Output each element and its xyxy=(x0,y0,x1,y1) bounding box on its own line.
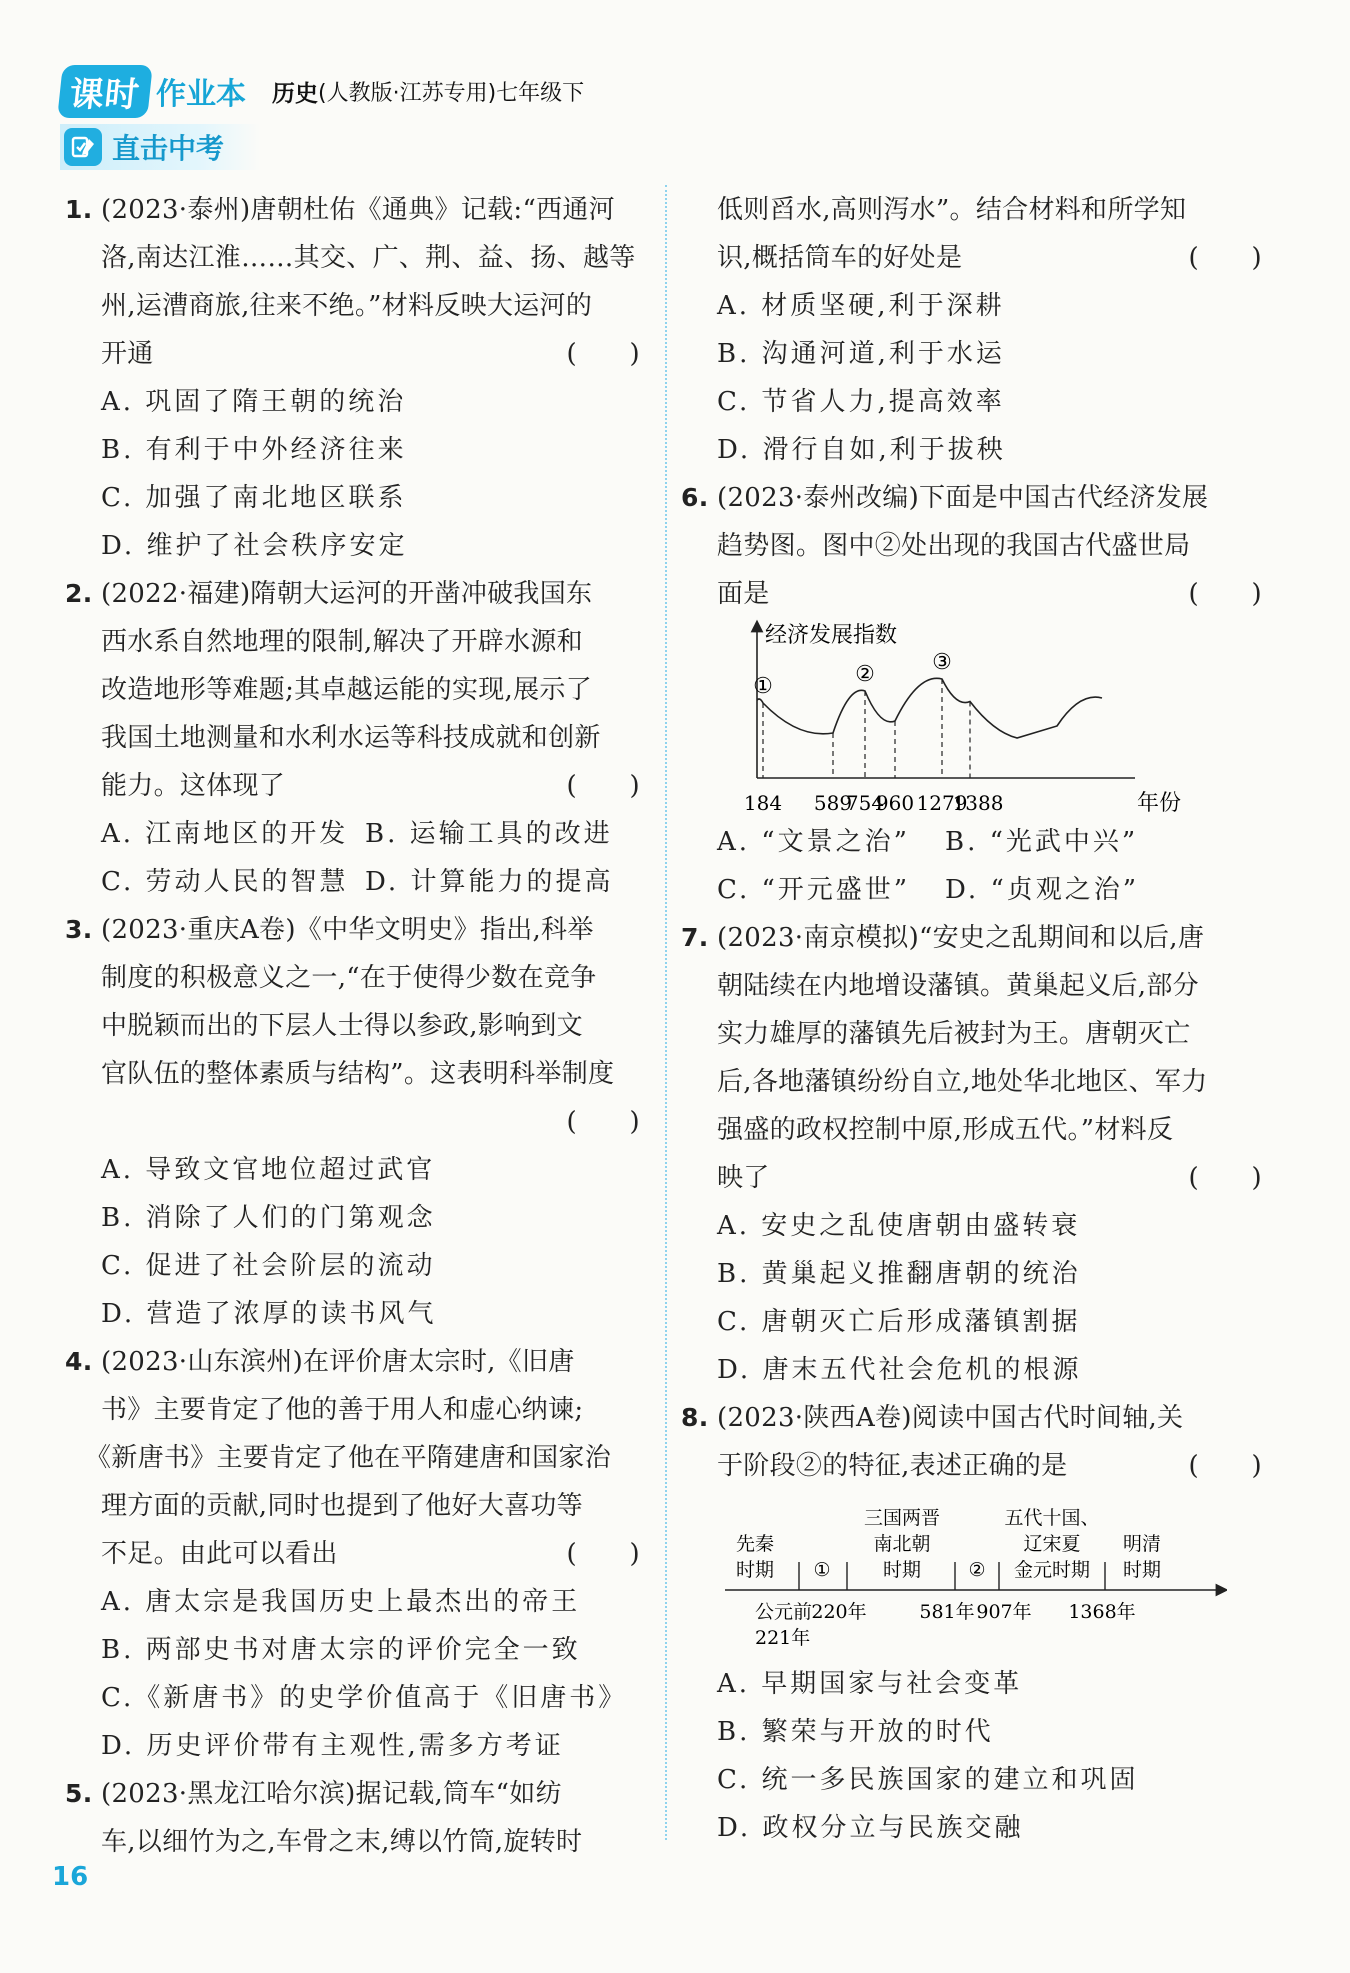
option-a[interactable]: A. 早期国家与社会变革 xyxy=(717,1669,1023,1699)
history-timeline xyxy=(717,1490,1262,1660)
option-c[interactable]: C. 劳动人民的智慧 xyxy=(101,867,349,897)
option-d[interactable]: D. 维护了社会秩序安定 xyxy=(101,531,408,561)
option-c[interactable]: C. “开元盛世” xyxy=(717,875,911,905)
question-text: 趋势图。图中②处出现的我国古代盛世局 xyxy=(717,531,1191,561)
question-text: 不足。由此可以看出 xyxy=(101,1539,338,1569)
timeline-period-label: 辽宋夏 xyxy=(1023,1533,1081,1555)
question-text: 制度的积极意义之一,“在于使得少数在竞争 xyxy=(101,963,597,993)
question-2 xyxy=(65,570,640,906)
question-6 xyxy=(681,474,1262,914)
question-text: 《新唐书》主要肯定了他在平隋建唐和国家治 xyxy=(85,1443,612,1473)
edition-label: (人教版·江苏专用)七年级下 xyxy=(318,80,585,106)
peak-marker: ③ xyxy=(932,650,952,675)
option-d[interactable]: D. “贞观之治” xyxy=(945,875,1140,905)
timeline-date-label: 公元前 xyxy=(755,1601,813,1623)
timeline-period-label: 三国两晋 xyxy=(863,1507,941,1529)
option-d[interactable]: D. 历史评价带有主观性,需多方考证 xyxy=(101,1731,564,1761)
timeline-date-label: 221年 xyxy=(755,1627,811,1649)
x-tick-label: 1388 xyxy=(952,791,1004,815)
peak-marker: ① xyxy=(753,674,773,699)
question-text: 开通 xyxy=(101,339,154,369)
y-axis-label: 经济发展指数 xyxy=(765,623,898,648)
question-text: 改造地形等难题;其卓越运能的实现,展示了 xyxy=(101,675,593,705)
timeline-date-label: 581年 xyxy=(919,1601,975,1623)
answer-blank[interactable]: ( ) xyxy=(1188,1451,1262,1481)
section-banner xyxy=(60,124,260,170)
x-tick-label: 960 xyxy=(875,791,915,815)
question-text: 后,各地藩镇纷纷自立,地处华北地区、军力 xyxy=(717,1067,1208,1097)
question-1 xyxy=(65,186,640,570)
question-text: 我国土地测量和水利水运等科技成就和创新 xyxy=(101,723,601,753)
timeline-period-label: ② xyxy=(968,1559,986,1581)
column-divider xyxy=(665,185,667,1840)
option-c[interactable]: C. 加强了南北地区联系 xyxy=(101,483,407,513)
question-8 xyxy=(681,1394,1262,1852)
question-text: 中脱颖而出的下层人士得以参政,影响到文 xyxy=(101,1011,583,1041)
answer-blank[interactable]: ( ) xyxy=(566,339,640,369)
timeline-date-label: 1368年 xyxy=(1068,1601,1136,1623)
question-number: 6. xyxy=(681,483,709,512)
timeline-period-label: 时期 xyxy=(1122,1559,1162,1581)
question-text: 低则舀水,高则泻水”。结合材料和所学知 xyxy=(717,195,1187,225)
question-text: 面是 xyxy=(717,579,770,609)
question-text: 强盛的政权控制中原,形成五代。”材料反 xyxy=(717,1115,1174,1145)
option-d[interactable]: D. 唐末五代社会危机的根源 xyxy=(717,1355,1082,1385)
question-number: 8. xyxy=(681,1403,709,1432)
timeline-date-label: 220年 xyxy=(811,1601,867,1623)
question-text: 识,概括筒车的好处是 xyxy=(717,243,963,273)
answer-blank[interactable]: ( ) xyxy=(566,771,640,801)
option-c[interactable]: C. 唐朝灭亡后形成藩镇割据 xyxy=(717,1307,1081,1337)
option-a[interactable]: A. 安史之乱使唐朝由盛转衰 xyxy=(717,1211,1081,1241)
timeline-period-label: 时期 xyxy=(735,1559,775,1581)
timeline-period-label: ① xyxy=(813,1559,831,1581)
economy-chart xyxy=(717,618,1262,818)
section-title: 直击中考 xyxy=(112,132,225,165)
question-text: 书》主要肯定了他的善于用人和虚心纳谏; xyxy=(101,1395,584,1425)
question-number: 4. xyxy=(65,1347,93,1376)
x-tick-label: 754 xyxy=(845,791,885,815)
answer-blank[interactable]: ( ) xyxy=(1188,1163,1262,1193)
option-c[interactable]: C. 统一多民族国家的建立和巩固 xyxy=(717,1765,1139,1795)
question-text: 州,运漕商旅,往来不绝。”材料反映大运河的 xyxy=(101,291,593,321)
question-number: 5. xyxy=(65,1779,93,1808)
question-text: (2023·泰州改编)下面是中国古代经济发展 xyxy=(717,483,1209,513)
pen-check-icon xyxy=(64,128,102,166)
option-b[interactable]: B. 运输工具的改进 xyxy=(365,819,613,849)
question-5 xyxy=(65,1770,640,1866)
question-text: (2023·泰州)唐朝杜佑《通典》记载:“西通河 xyxy=(101,195,615,225)
option-d[interactable]: D. 计算能力的提高 xyxy=(365,867,614,897)
question-text: 西水系自然地理的限制,解决了开辟水源和 xyxy=(101,627,583,657)
question-text: 车,以细竹为之,车骨之末,缚以竹筒,旋转时 xyxy=(101,1827,583,1857)
series-line xyxy=(757,678,1102,738)
option-d[interactable]: D. 政权分立与民族交融 xyxy=(717,1813,1024,1843)
timeline-date-label: 907年 xyxy=(976,1601,1032,1623)
timeline-period-label: 五代十国、 xyxy=(1004,1507,1100,1529)
timeline-period-label: 金元时期 xyxy=(1013,1559,1091,1581)
option-c[interactable]: C. 促进了社会阶层的流动 xyxy=(101,1251,436,1281)
left-column xyxy=(65,186,640,1866)
question-number: 1. xyxy=(65,195,93,224)
option-b[interactable]: B. 繁荣与开放的时代 xyxy=(717,1717,994,1747)
answer-blank[interactable]: ( ) xyxy=(566,1539,640,1569)
option-b[interactable]: B. 两部史书对唐太宗的评价完全一致 xyxy=(101,1635,581,1665)
brand-suffix: 作业本 xyxy=(156,77,246,112)
x-axis-label: 年份 xyxy=(1137,791,1182,816)
page-number: 16 xyxy=(52,1862,89,1892)
question-number: 3. xyxy=(65,915,93,944)
subject-title: 历史 xyxy=(272,80,318,107)
option-b[interactable]: B. 黄巢起义推翻唐朝的统治 xyxy=(717,1259,1081,1289)
question-5-continued xyxy=(717,186,1262,474)
question-text: 于阶段②的特征,表述正确的是 xyxy=(717,1451,1068,1481)
option-b[interactable]: B. 有利于中外经济往来 xyxy=(101,435,407,465)
question-text: (2023·黑龙江哈尔滨)据记载,筒车“如纺 xyxy=(101,1779,562,1809)
question-text: (2022·福建)隋朝大运河的开凿冲破我国东 xyxy=(101,579,593,609)
timeline-period-label: 明清 xyxy=(1122,1533,1162,1555)
option-a[interactable]: A. 唐太宗是我国历史上最杰出的帝王 xyxy=(101,1587,581,1617)
question-text: (2023·重庆A卷)《中华文明史》指出,科举 xyxy=(101,915,594,945)
question-text: (2023·山东滨州)在评价唐太宗时,《旧唐 xyxy=(101,1347,575,1377)
question-number: 2. xyxy=(65,579,93,608)
option-d[interactable]: D. 营造了浓厚的读书风气 xyxy=(101,1299,437,1329)
option-b[interactable]: B. 沟通河道,利于水运 xyxy=(717,339,1005,369)
option-a[interactable]: A. 江南地区的开发 xyxy=(101,819,349,849)
option-c[interactable]: C. 节省人力,提高效率 xyxy=(717,387,1005,417)
brand-logo: 课时 xyxy=(57,65,153,118)
question-text: 映了 xyxy=(717,1163,770,1193)
x-tick-label: 184 xyxy=(743,791,783,815)
peak-marker: ② xyxy=(855,662,875,687)
page-header xyxy=(60,66,584,116)
option-b[interactable]: B. 消除了人们的门第观念 xyxy=(101,1203,436,1233)
option-a[interactable]: A. 巩固了隋王朝的统治 xyxy=(101,387,407,417)
option-d[interactable]: D. 滑行自如,利于拔秧 xyxy=(717,435,1006,465)
timeline-period-label: 南北朝 xyxy=(873,1533,931,1555)
question-text: 朝陆续在内地增设藩镇。黄巢起义后,部分 xyxy=(717,971,1199,1001)
question-4 xyxy=(65,1338,640,1770)
question-text: 官队伍的整体素质与结构”。这表明科举制度 xyxy=(101,1059,615,1089)
answer-blank[interactable]: ( ) xyxy=(1188,579,1262,609)
x-tick-label: 589 xyxy=(813,791,853,815)
option-a[interactable]: A. 材质坚硬,利于深耕 xyxy=(717,291,1005,321)
option-a[interactable]: A. 导致文官地位超过武官 xyxy=(101,1155,436,1185)
question-text: 洛,南达江淮……其交、广、荆、益、扬、越等 xyxy=(101,243,636,273)
option-c[interactable]: C.《新唐书》的史学价值高于《旧唐书》 xyxy=(101,1683,628,1713)
question-text: 理方面的贡献,同时也提到了他好大喜功等 xyxy=(101,1491,583,1521)
question-text: 能力。这体现了 xyxy=(101,771,286,801)
answer-blank[interactable]: ( ) xyxy=(566,1107,640,1137)
x-tick-label: 1279 xyxy=(916,791,968,815)
question-number: 7. xyxy=(681,923,709,952)
timeline-period-label: 时期 xyxy=(882,1559,922,1581)
question-text: (2023·南京模拟)“安史之乱期间和以后,唐 xyxy=(717,923,1205,953)
option-a[interactable]: A. “文景之治” xyxy=(717,827,910,857)
timeline-period-label: 先秦 xyxy=(735,1533,775,1555)
question-text: (2023·陕西A卷)阅读中国古代时间轴,关 xyxy=(717,1403,1184,1433)
answer-blank[interactable]: ( ) xyxy=(1188,243,1262,273)
question-text: 实力雄厚的藩镇先后被封为王。唐朝灭亡 xyxy=(717,1019,1191,1049)
question-3 xyxy=(65,906,640,1338)
question-7 xyxy=(681,914,1262,1394)
option-b[interactable]: B. “光武中兴” xyxy=(945,827,1139,857)
right-column xyxy=(681,186,1262,1852)
